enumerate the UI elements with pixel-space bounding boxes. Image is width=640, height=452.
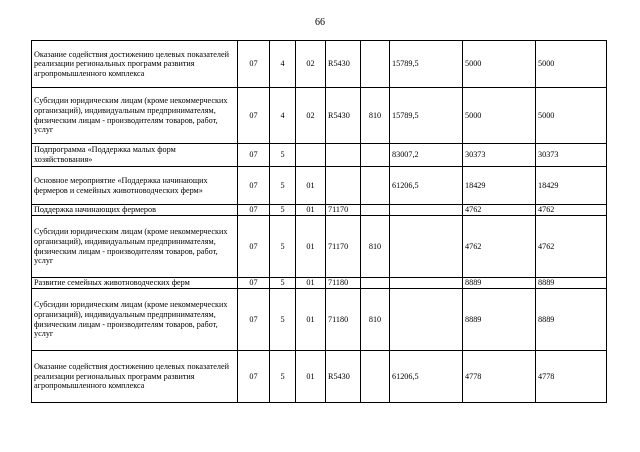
program-code: 01 xyxy=(296,167,326,205)
amount-col-3: 30373 xyxy=(536,144,607,167)
table-row xyxy=(32,41,607,88)
amount-col-2: 8889 xyxy=(463,289,536,351)
target-code: R5430 xyxy=(326,41,361,88)
table-row xyxy=(32,205,607,216)
amount-col-3: 18429 xyxy=(536,167,607,205)
amount-col-1 xyxy=(390,216,463,278)
row-name: Субсидии юридическим лицам (кроме некоммерческих организаций), индивидуальным предпринимателям, физическим лицам - производителям товаров, работ, услуг xyxy=(32,216,238,278)
page-number: 66 xyxy=(315,17,325,28)
program-code: 02 xyxy=(296,41,326,88)
table-row xyxy=(32,167,607,205)
expense-type xyxy=(361,278,390,289)
expense-type xyxy=(361,167,390,205)
expense-type: 810 xyxy=(361,88,390,144)
program-code xyxy=(296,144,326,167)
amount-col-2: 4762 xyxy=(463,216,536,278)
subsection-code: 5 xyxy=(270,205,296,216)
row-name: Основное мероприятие «Поддержка начинающих фермеров и семейных животноводческих ферм» xyxy=(32,167,238,205)
amount-col-3: 8889 xyxy=(536,278,607,289)
section-code: 07 xyxy=(238,216,270,278)
target-code: 71170 xyxy=(326,216,361,278)
section-code: 07 xyxy=(238,167,270,205)
subsection-code: 4 xyxy=(270,41,296,88)
program-code: 01 xyxy=(296,205,326,216)
program-code: 01 xyxy=(296,289,326,351)
expense-type xyxy=(361,41,390,88)
expense-type xyxy=(361,205,390,216)
expense-type xyxy=(361,351,390,403)
row-name: Поддержка начинающих фермеров xyxy=(32,205,238,216)
row-name: Оказание содействия достижению целевых показателей реализации региональных программ развития агропромышленного комплекса xyxy=(32,351,238,403)
amount-col-1 xyxy=(390,289,463,351)
expense-type: 810 xyxy=(361,289,390,351)
section-code: 07 xyxy=(238,278,270,289)
amount-col-2: 18429 xyxy=(463,167,536,205)
subsection-code: 4 xyxy=(270,88,296,144)
program-code: 01 xyxy=(296,351,326,403)
amount-col-1 xyxy=(390,205,463,216)
budget-table xyxy=(31,40,607,403)
section-code: 07 xyxy=(238,205,270,216)
amount-col-2: 5000 xyxy=(463,41,536,88)
amount-col-3: 4762 xyxy=(536,205,607,216)
amount-col-2: 8889 xyxy=(463,278,536,289)
subsection-code: 5 xyxy=(270,167,296,205)
amount-col-1: 15789,5 xyxy=(390,41,463,88)
program-code: 02 xyxy=(296,88,326,144)
program-code: 01 xyxy=(296,216,326,278)
row-name: Развитие семейных животноводческих ферм xyxy=(32,278,238,289)
amount-col-1: 83007,2 xyxy=(390,144,463,167)
row-name: Субсидии юридическим лицам (кроме некоммерческих организаций), индивидуальным предпринимателям, физическим лицам - производителям товаров, работ, услуг xyxy=(32,88,238,144)
expense-type xyxy=(361,144,390,167)
table-row xyxy=(32,289,607,351)
table-row xyxy=(32,216,607,278)
amount-col-3: 4778 xyxy=(536,351,607,403)
amount-col-2: 5000 xyxy=(463,88,536,144)
amount-col-2: 30373 xyxy=(463,144,536,167)
table-row xyxy=(32,144,607,167)
section-code: 07 xyxy=(238,289,270,351)
amount-col-3: 4762 xyxy=(536,216,607,278)
amount-col-3: 5000 xyxy=(536,41,607,88)
subsection-code: 5 xyxy=(270,351,296,403)
table-row xyxy=(32,278,607,289)
target-code: 71180 xyxy=(326,278,361,289)
target-code: 71170 xyxy=(326,205,361,216)
program-code: 01 xyxy=(296,278,326,289)
subsection-code: 5 xyxy=(270,144,296,167)
target-code xyxy=(326,167,361,205)
amount-col-2: 4778 xyxy=(463,351,536,403)
target-code: R5430 xyxy=(326,88,361,144)
amount-col-3: 8889 xyxy=(536,289,607,351)
expense-type: 810 xyxy=(361,216,390,278)
amount-col-1: 61206,5 xyxy=(390,167,463,205)
amount-col-3: 5000 xyxy=(536,88,607,144)
section-code: 07 xyxy=(238,351,270,403)
section-code: 07 xyxy=(238,88,270,144)
table-row xyxy=(32,88,607,144)
table-row xyxy=(32,351,607,403)
amount-col-1: 15789,5 xyxy=(390,88,463,144)
subsection-code: 5 xyxy=(270,216,296,278)
row-name: Оказание содействия достижению целевых показателей реализации региональных программ развития агропромышленного комплекса xyxy=(32,41,238,88)
amount-col-1 xyxy=(390,278,463,289)
amount-col-1: 61206,5 xyxy=(390,351,463,403)
target-code: R5430 xyxy=(326,351,361,403)
row-name: Субсидии юридическим лицам (кроме некоммерческих организаций), индивидуальным предпринимателям, физическим лицам - производителям товаров, работ, услуг xyxy=(32,289,238,351)
row-name: Подпрограмма «Поддержка малых форм хозяйствования» xyxy=(32,144,238,167)
amount-col-2: 4762 xyxy=(463,205,536,216)
subsection-code: 5 xyxy=(270,278,296,289)
section-code: 07 xyxy=(238,144,270,167)
target-code xyxy=(326,144,361,167)
subsection-code: 5 xyxy=(270,289,296,351)
target-code: 71180 xyxy=(326,289,361,351)
section-code: 07 xyxy=(238,41,270,88)
